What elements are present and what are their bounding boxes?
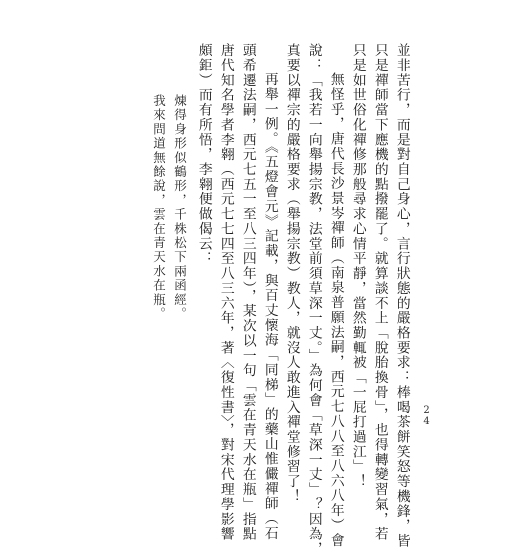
poem-line-1: 煉得身形似鶴形，千株松下兩函經。 xyxy=(172,94,188,322)
text-column-8: 頭希遷法嗣，西元七五一至八三四年），某次以一句「雲在青天水在瓶」指點 xyxy=(239,43,256,542)
text-column-5: 說：「我若一向舉揚宗教，法堂前須草深一丈。」為何會「草深一丈」？因為， xyxy=(305,43,322,556)
text-column-6: 真要以禪宗的嚴格要求（舉揚宗教）教人，就沒人敢進入禪堂修習了！ xyxy=(283,43,300,504)
text-column-7: 再舉一例。《五燈會元》記載，與百丈懷海「同梯」的藥山惟儼禪師（石 xyxy=(261,72,278,541)
text-column-2: 只是禪師當下應機的點撥罷了。就算談不上「脫胎換骨」，也得轉變習氣，若 xyxy=(371,43,388,542)
poem-line-2: 我來問道無餘說，雲在青天水在瓶。 xyxy=(151,94,167,322)
text-column-10: 頗鉅）而有所悟，李翱便做偈云： xyxy=(195,43,212,266)
text-column-3: 只是如世俗化禪修那般尋求心情平靜，當然勤輒被「一屁打過江」！ xyxy=(349,43,366,489)
text-column-4: 無怪乎，唐代長沙景岑禪師（南泉普願法嗣，西元七八八至八六八年）會 xyxy=(327,72,344,548)
page-number: 24 xyxy=(421,405,432,427)
text-column-9: 唐代知名學者李翱（西元七七四至八三六年，著〈復性書〉，對宋代理學影響 xyxy=(217,43,234,542)
text-column-1: 並非苦行，而是對自己身心，言行狀態的嚴格要求：棒喝茶餅笑怒等機鋒，皆 xyxy=(393,43,410,549)
